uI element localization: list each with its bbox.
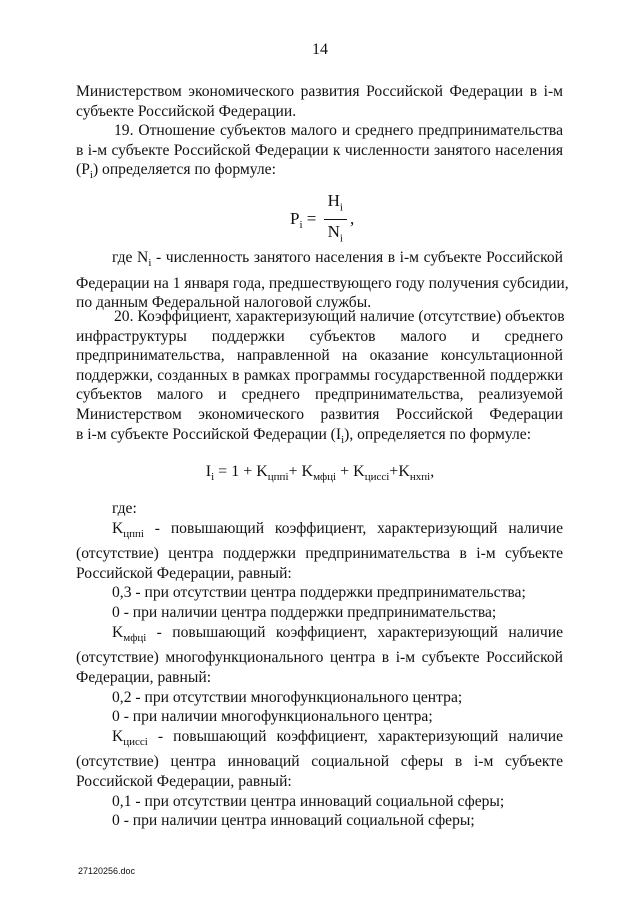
text-fragment: (P (76, 161, 90, 179)
text-line: 0,1 - при отсутствии центра инноваций социальной сферы; (112, 792, 505, 810)
paragraph-19 (76, 121, 563, 186)
text-line (76, 727, 563, 753)
subscript: мфцi (313, 471, 337, 484)
text-line: 19. Отношение субъектов малого и среднего предпринимательства (114, 122, 563, 139)
subscript: цисcі (364, 471, 390, 484)
text-line (76, 623, 563, 649)
text-fragment: ), определяется по формуле: (344, 425, 532, 443)
text-line: субъектов малого и среднего предпринимательства, реализуемой (76, 386, 563, 404)
subscript: i (341, 433, 345, 446)
paragraph-20 (76, 307, 563, 450)
text-fragment: в i-м субъекте Российской Федерации (I (76, 425, 342, 443)
text-fragment: - повышающий коэффициент, характеризующий наличие (143, 519, 563, 537)
subscript: цппі (123, 527, 144, 540)
subscript: цппi (267, 471, 289, 484)
text-line: предпринимательства, направленной на оказание консультационной (76, 347, 563, 365)
text-line: (отсутствие) центра инноваций социальной сферы в i-м субъекте (76, 753, 563, 771)
fraction (324, 190, 347, 250)
text-line: 0,2 - при отсутствии многофункционального центра; (112, 688, 463, 706)
text-line: где: (112, 500, 137, 517)
text-line: (отсутствие) центра поддержки предпринимательства в i-м субъекте (76, 545, 563, 563)
text-fragment: - численность занятого населения в i-м субъекте Российской (151, 249, 564, 266)
comma: , (430, 463, 435, 480)
subscript: цисcі (123, 735, 148, 748)
text-line: 0 - при наличии многофункционального центра; (112, 708, 433, 726)
text-line (76, 425, 563, 451)
formula-symbol: I (205, 463, 212, 480)
formula-symbol: P (290, 208, 300, 228)
text-line: поддержки, созданных в рамках программы государственной поддержки (76, 366, 563, 384)
numerator (324, 190, 347, 220)
paragraph-where-n (76, 248, 569, 313)
subscript: i (211, 471, 215, 484)
formula-term: + K (336, 463, 365, 480)
text-line (76, 160, 563, 186)
subscript: i (339, 201, 343, 214)
formula-p (290, 190, 354, 250)
subscript: нхпі (409, 471, 431, 484)
text-line: Федерации, равный: (76, 668, 212, 686)
text-fragment: K (112, 623, 124, 641)
text-line: 20. Коэффициент, характеризующий наличие (отсутствие) объектов (114, 308, 565, 325)
subscript: i (299, 219, 303, 232)
text-line: 0 - при наличии центра инноваций социальной сферы; (112, 812, 475, 830)
text-line (76, 248, 563, 274)
formula-term: = 1 + K (214, 463, 268, 480)
text-line: инфраструктуры поддержки субъектов малого и среднего (76, 327, 563, 345)
subscript: i (89, 169, 93, 182)
text-line: 0 - при наличии центра поддержки предпринимательства; (112, 604, 497, 622)
text-fragment: где N (112, 249, 149, 266)
formula-term: + K (288, 463, 314, 480)
document-filename: 27120256.doc (78, 866, 136, 876)
text-line: Российской Федерации, равный: (76, 773, 292, 791)
text-line: (отсутствие) многофункционального центра в i-м субъекте Российской (76, 649, 563, 667)
formula-i (0, 463, 640, 483)
text-fragment: - повышающий коэффициент, характеризующий наличие (147, 727, 563, 745)
page-number: 14 (312, 41, 328, 58)
text-fragment: ) определяется по формуле: (92, 161, 276, 179)
subscript: i (339, 232, 343, 245)
denominator (324, 220, 347, 249)
subscript: i (148, 257, 152, 270)
text-line: Федерации на 1 января года, предшествующего году получения субсидии, (76, 274, 569, 292)
text-fragment: - повышающий коэффициент, характеризующий наличие (146, 623, 563, 641)
text-line: Министерством экономического развития Российской Федерации (76, 405, 563, 423)
text-fragment: K (112, 519, 124, 537)
text-line: 0,3 - при отсутствии центра поддержки предпринимательства; (112, 584, 526, 602)
paragraph-continuation (76, 82, 563, 121)
text-line: по данным Федеральной налоговой службы. (76, 294, 372, 312)
text-line: субъекте Российской Федерации. (76, 102, 297, 120)
text-line: в i-м субъекте Российской Федерации к численности занятого населения (76, 141, 563, 159)
text-line: Министерством экономического развития Российской Федерации в i-м (76, 83, 563, 100)
formula-term: +K (389, 463, 410, 480)
formula-symbol: H (327, 191, 340, 210)
subscript: мфці (123, 631, 147, 644)
coefficients-list (76, 499, 563, 831)
formula-symbol: N (327, 222, 340, 242)
text-line: Российской Федерации, равный: (76, 564, 292, 582)
comma: , (349, 208, 355, 228)
text-line (76, 519, 563, 545)
equals-sign: = (306, 208, 317, 228)
text-fragment: K (112, 727, 124, 745)
